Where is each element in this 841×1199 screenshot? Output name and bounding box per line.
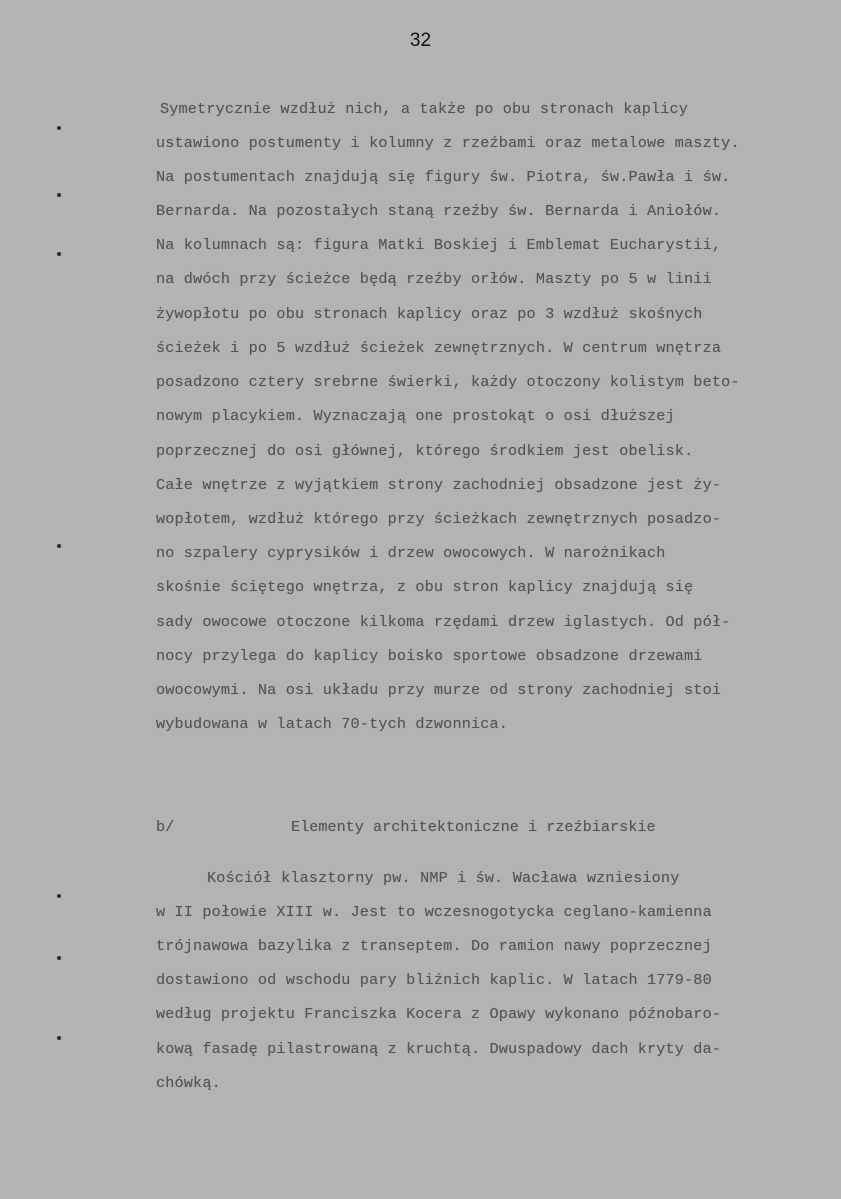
text-line: Bernarda. Na pozostałych staną rzeźby św. Bernarda i Aniołów.	[156, 202, 722, 220]
text-line: skośnie ściętego wnętrza, z obu stron kaplicy znajdują się	[156, 578, 694, 596]
text-line: na dwóch przy ścieżce będą rzeźby orłów. Maszty po 5 w linii	[156, 270, 712, 288]
binder-hole	[57, 193, 61, 197]
text-line: Na postumentach znajdują się figury św. Piotra, św.Pawła i św.	[156, 168, 731, 186]
text-line: poprzecznej do osi głównej, którego środkiem jest obelisk.	[156, 442, 694, 460]
binder-hole	[57, 126, 61, 130]
text-line: ścieżek i po 5 wzdłuż ścieżek zewnętrznych. W centrum wnętrza	[156, 339, 722, 357]
text-line: ustawiono postumenty i kolumny z rzeźbami oraz metalowe maszty.	[156, 134, 740, 152]
text-line: sady owocowe otoczone kilkoma rzędami drzew iglastych. Od pół-	[156, 613, 731, 631]
text-line: żywopłotu po obu stronach kaplicy oraz po 3 wzdłuż skośnych	[156, 305, 703, 323]
text-line: owocowymi. Na osi układu przy murze od strony zachodniej stoi	[156, 681, 722, 699]
text-line: Na kolumnach są: figura Matki Boskiej i Emblemat Eucharystii,	[156, 236, 722, 254]
text-line: trójnawowa bazylika z transeptem. Do ramion nawy poprzecznej	[156, 937, 712, 955]
text-line: wopłotem, wzdłuż którego przy ścieżkach zewnętrznych posadzo-	[156, 510, 722, 528]
text-line: posadzono cztery srebrne świerki, każdy otoczony kolistym beto-	[156, 373, 740, 391]
text-line: nocy przylega do kaplicy boisko sportowe obsadzone drzewami	[156, 647, 703, 665]
text-line: dostawiono od wschodu pary bliźnich kaplic. W latach 1779-80	[156, 971, 712, 989]
binder-hole	[57, 252, 61, 256]
binder-hole	[57, 956, 61, 960]
binder-hole	[57, 1036, 61, 1040]
text-line: Całe wnętrze z wyjątkiem strony zachodniej obsadzone jest ży-	[156, 476, 722, 494]
text-line: nowym placykiem. Wyznaczają one prostokąt o osi dłuższej	[156, 407, 675, 425]
section-title: Elementy architektoniczne i rzeźbiarskie	[291, 818, 656, 836]
text-line: chówką.	[156, 1074, 221, 1092]
text-line: no szpalery cyprysików i drzew owocowych. W narożnikach	[156, 544, 666, 562]
text-line: wybudowana w latach 70-tych dzwonnica.	[156, 715, 509, 733]
text-line: Symetrycznie wzdłuż nich, a także po obu stronach kaplicy	[160, 100, 689, 118]
binder-hole	[57, 544, 61, 548]
text-line: w II połowie XIII w. Jest to wczesnogotycka ceglano-kamienna	[156, 903, 712, 921]
text-line: według projektu Franciszka Kocera z Opawy wykonano późnobaro-	[156, 1005, 722, 1023]
page-number: 32	[409, 30, 432, 51]
text-line: Kościół klasztorny pw. NMP i św. Wacława wzniesiony	[207, 869, 680, 887]
section-marker: b/	[156, 818, 175, 836]
binder-hole	[57, 894, 61, 898]
text-line: kową fasadę pilastrowaną z kruchtą. Dwuspadowy dach kryty da-	[156, 1040, 722, 1058]
